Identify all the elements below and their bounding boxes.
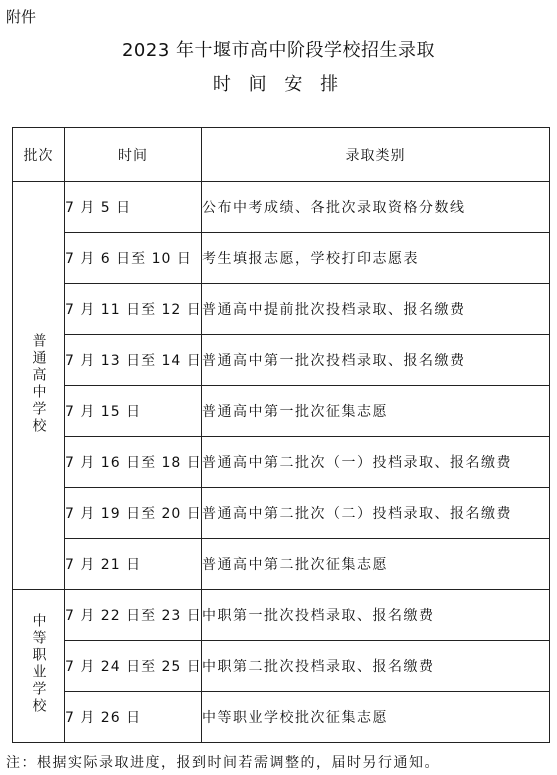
time-cell: 7 月 15 日 [65,386,202,437]
category-cell: 公布中考成绩、各批次录取资格分数线 [202,182,550,233]
time-cell: 7 月 16 日至 18 日 [65,437,202,488]
table-row [13,386,550,437]
category-cell: 普通高中提前批次投档录取、报名缴费 [202,284,550,335]
document-title: 2023 年十堰市高中阶段学校招生录取 [121,40,436,61]
attachment-label: 附件 [6,8,37,26]
category-cell: 中等职业学校批次征集志愿 [202,692,550,743]
time-cell: 7 月 26 日 [65,692,202,743]
time-cell: 7 月 21 日 [65,539,202,590]
table-row [13,692,550,743]
schedule-table [12,127,550,743]
category-cell: 普通高中第二批次（一）投档录取、报名缴费 [202,437,550,488]
batch-cell-vocational-school [13,590,65,743]
category-cell: 普通高中第二批次征集志愿 [202,539,550,590]
category-cell: 普通高中第一批次征集志愿 [202,386,550,437]
batch-label: 中等职业学校 [30,613,47,715]
time-cell: 7 月 5 日 [65,182,202,233]
table-row [13,437,550,488]
table-row [13,539,550,590]
batch-label: 普通高中学校 [30,332,47,435]
table-row [13,641,550,692]
table-row [13,182,550,233]
category-cell: 普通高中第一批次投档录取、报名缴费 [202,335,550,386]
time-cell: 7 月 13 日至 14 日 [65,335,202,386]
table-row [13,590,550,641]
table-row [13,284,550,335]
header-batch: 批次 [13,128,65,182]
document-subtitle: 时 间 安 排 [212,74,345,95]
category-cell: 普通高中第二批次（二）投档录取、报名缴费 [202,488,550,539]
category-cell: 中职第二批次投档录取、报名缴费 [202,641,550,692]
time-cell: 7 月 6 日至 10 日 [65,233,202,284]
footnote: 注：根据实际录取进度，报到时间若需调整的，届时另行通知。 [6,755,440,771]
category-cell: 考生填报志愿，学校打印志愿表 [202,233,550,284]
time-cell: 7 月 11 日至 12 日 [65,284,202,335]
table-row [13,233,550,284]
category-cell: 中职第一批次投档录取、报名缴费 [202,590,550,641]
table-row [13,335,550,386]
time-cell: 7 月 22 日至 23 日 [65,590,202,641]
table-header-row [13,128,550,182]
header-time: 时间 [65,128,202,182]
time-cell: 7 月 19 日至 20 日 [65,488,202,539]
table-row [13,488,550,539]
header-category: 录取类别 [202,128,550,182]
batch-cell-general-high-school [13,182,65,590]
time-cell: 7 月 24 日至 25 日 [65,641,202,692]
